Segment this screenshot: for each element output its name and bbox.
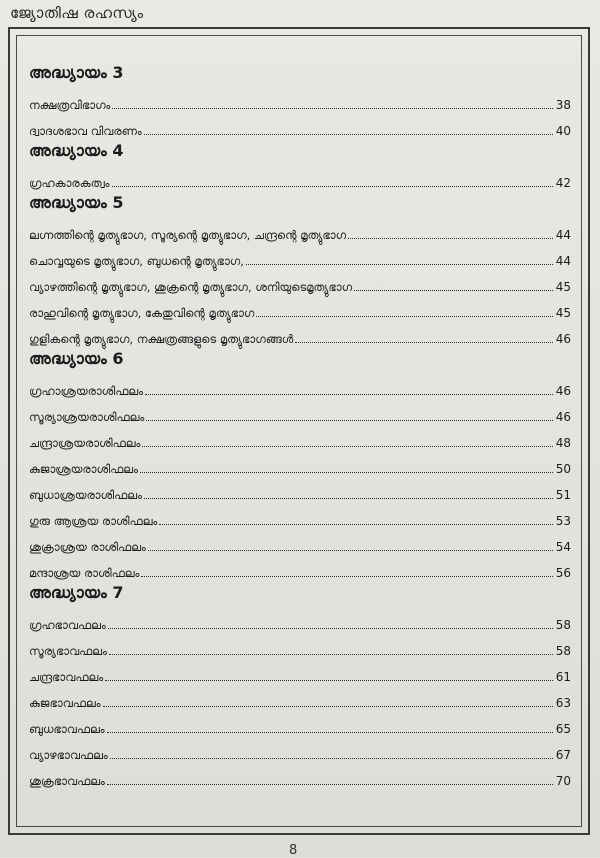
entry-page-number: 58 <box>555 618 571 632</box>
entry-title: ഗ്രഹാശ്രയരാശിഫലം <box>29 384 144 398</box>
entry-title: സൂര്യഭാവഫലം <box>29 644 107 658</box>
entry-page-number: 44 <box>555 228 571 242</box>
toc-entry <box>29 218 571 244</box>
entry-title: വ്യാഴത്തിന്റെ മൃത്യുഭാഗ, ശുക്രന്റെ മൃത്യുഭാഗ, ശനിയുടെമൃത്യുഭാഗ <box>29 280 353 294</box>
entry-page-number: 54 <box>555 540 571 554</box>
dot-leader <box>146 420 552 421</box>
chapter-heading: അദ്ധ്യായം 4 <box>29 141 124 160</box>
page-number: 8 <box>289 843 298 858</box>
dot-leader <box>142 446 552 447</box>
entry-page-number: 61 <box>555 670 571 684</box>
chapter-heading: അദ്ധ്യായം 5 <box>29 193 124 212</box>
entry-title: ചന്ദ്രാശ്രയരാശിഫലം <box>29 436 141 450</box>
entry-title: ഗ്രഹഭാവഫലം <box>29 618 106 632</box>
entry-page-number: 45 <box>555 280 571 294</box>
entry-page-number: 42 <box>555 176 571 190</box>
toc-entry <box>29 322 571 348</box>
dot-leader <box>348 238 553 239</box>
entry-page-number: 63 <box>555 696 571 710</box>
toc-entry <box>29 270 571 296</box>
dot-leader <box>110 758 553 759</box>
toc-entry <box>29 556 571 582</box>
toc-entry <box>29 686 571 712</box>
entry-title: മന്ദാശ്രയ രാശിഫലം <box>29 566 140 580</box>
entry-page-number: 51 <box>555 488 571 502</box>
dot-leader <box>354 290 553 291</box>
entry-title: ഗുളികന്റെ മൃത്യുഭാഗ, നക്ഷത്രങ്ങളുടെ മൃത്യുഭാഗങ്ങൾ <box>29 332 294 346</box>
dot-leader <box>112 108 552 109</box>
entry-page-number: 50 <box>555 462 571 476</box>
dot-leader <box>246 264 553 265</box>
toc-entry <box>29 608 571 634</box>
dot-leader <box>109 654 553 655</box>
dot-leader <box>148 550 553 551</box>
toc-entry <box>29 400 571 426</box>
entry-page-number: 46 <box>555 410 571 424</box>
entry-page-number: 56 <box>555 566 571 580</box>
dot-leader <box>112 186 553 187</box>
toc-entry <box>29 88 571 114</box>
entry-title: ചൊവ്വയുടെ മൃത്യുഭാഗ, ബുധന്റെ മൃത്യുഭാഗ, <box>29 254 244 268</box>
chapter-heading: അദ്ധ്യായം 3 <box>29 63 124 82</box>
toc-entry <box>29 426 571 452</box>
entry-title: ഗ്രഹകാരകത്വം <box>29 176 110 190</box>
toc-entry <box>29 478 571 504</box>
entry-page-number: 48 <box>555 436 571 450</box>
entry-page-number: 67 <box>555 748 571 762</box>
entry-page-number: 40 <box>555 124 571 138</box>
toc-entry <box>29 712 571 738</box>
entry-title: രാഹുവിന്റെ മൃത്യുഭാഗ, കേതുവിന്റെ മൃത്യുഭാഗ <box>29 306 255 320</box>
entry-page-number: 44 <box>555 254 571 268</box>
dot-leader <box>144 134 553 135</box>
toc-entry <box>29 296 571 322</box>
entry-page-number: 45 <box>555 306 571 320</box>
dot-leader <box>145 394 553 395</box>
entry-title: വ്യാഴഭാവഫലം <box>29 748 108 762</box>
toc-entry <box>29 660 571 686</box>
entry-title: ഗുരു ആശ്രയ രാശിഫലം <box>29 514 158 528</box>
toc-entry <box>29 374 571 400</box>
toc-entry <box>29 738 571 764</box>
entry-title: ദ്വാദശഭാവ വിവരണം <box>29 124 142 138</box>
table-of-contents <box>16 35 582 827</box>
chapter-heading: അദ്ധ്യായം 7 <box>29 583 124 602</box>
contents-frame <box>8 27 590 835</box>
entry-title: സൂര്യാശ്രയരാശിഫലം <box>29 410 145 424</box>
entry-title: കുജാശ്രയരാശിഫലം <box>29 462 138 476</box>
chapter-heading: അദ്ധ്യായം 6 <box>29 349 124 368</box>
dot-leader <box>141 576 552 577</box>
entry-page-number: 38 <box>555 98 571 112</box>
entry-page-number: 46 <box>555 332 571 346</box>
running-head: ജ്യോതിഷ രഹസ്യം <box>10 4 144 22</box>
entry-title: ശുക്രാശ്രയ രാശിഫലം <box>29 540 146 554</box>
dot-leader <box>295 342 552 343</box>
dot-leader <box>144 498 553 499</box>
dot-leader <box>105 680 553 681</box>
entry-title: ചന്ദ്രഭാവഫലം <box>29 670 104 684</box>
toc-entry <box>29 166 571 192</box>
toc-entry <box>29 452 571 478</box>
toc-entry <box>29 764 571 790</box>
dot-leader <box>140 472 553 473</box>
entry-page-number: 65 <box>555 722 571 736</box>
entry-title: കുജഭാവഫലം <box>29 696 101 710</box>
toc-entry <box>29 244 571 270</box>
toc-entry <box>29 504 571 530</box>
entry-title: ലഗ്നത്തിന്റെ മൃത്യുഭാഗ, സൂര്യന്റെ മൃത്യുഭാഗ, ചന്ദ്രന്റെ മൃത്യുഭാഗ <box>29 228 347 242</box>
entry-page-number: 53 <box>555 514 571 528</box>
entry-page-number: 46 <box>555 384 571 398</box>
toc-entry <box>29 634 571 660</box>
dot-leader <box>159 524 552 525</box>
entry-title: ശുക്രഭാവഫലം <box>29 774 105 788</box>
entry-page-number: 70 <box>555 774 571 788</box>
dot-leader <box>107 732 553 733</box>
dot-leader <box>256 316 552 317</box>
dot-leader <box>107 784 553 785</box>
entry-page-number: 58 <box>555 644 571 658</box>
entry-title: ബുധഭാവഫലം <box>29 722 105 736</box>
toc-entry <box>29 530 571 556</box>
entry-title: നക്ഷത്രവിഭാഗം <box>29 98 111 112</box>
toc-entry <box>29 114 571 140</box>
entry-title: ബുധാശ്രയരാശിഫലം <box>29 488 142 502</box>
dot-leader <box>108 628 553 629</box>
dot-leader <box>103 706 553 707</box>
